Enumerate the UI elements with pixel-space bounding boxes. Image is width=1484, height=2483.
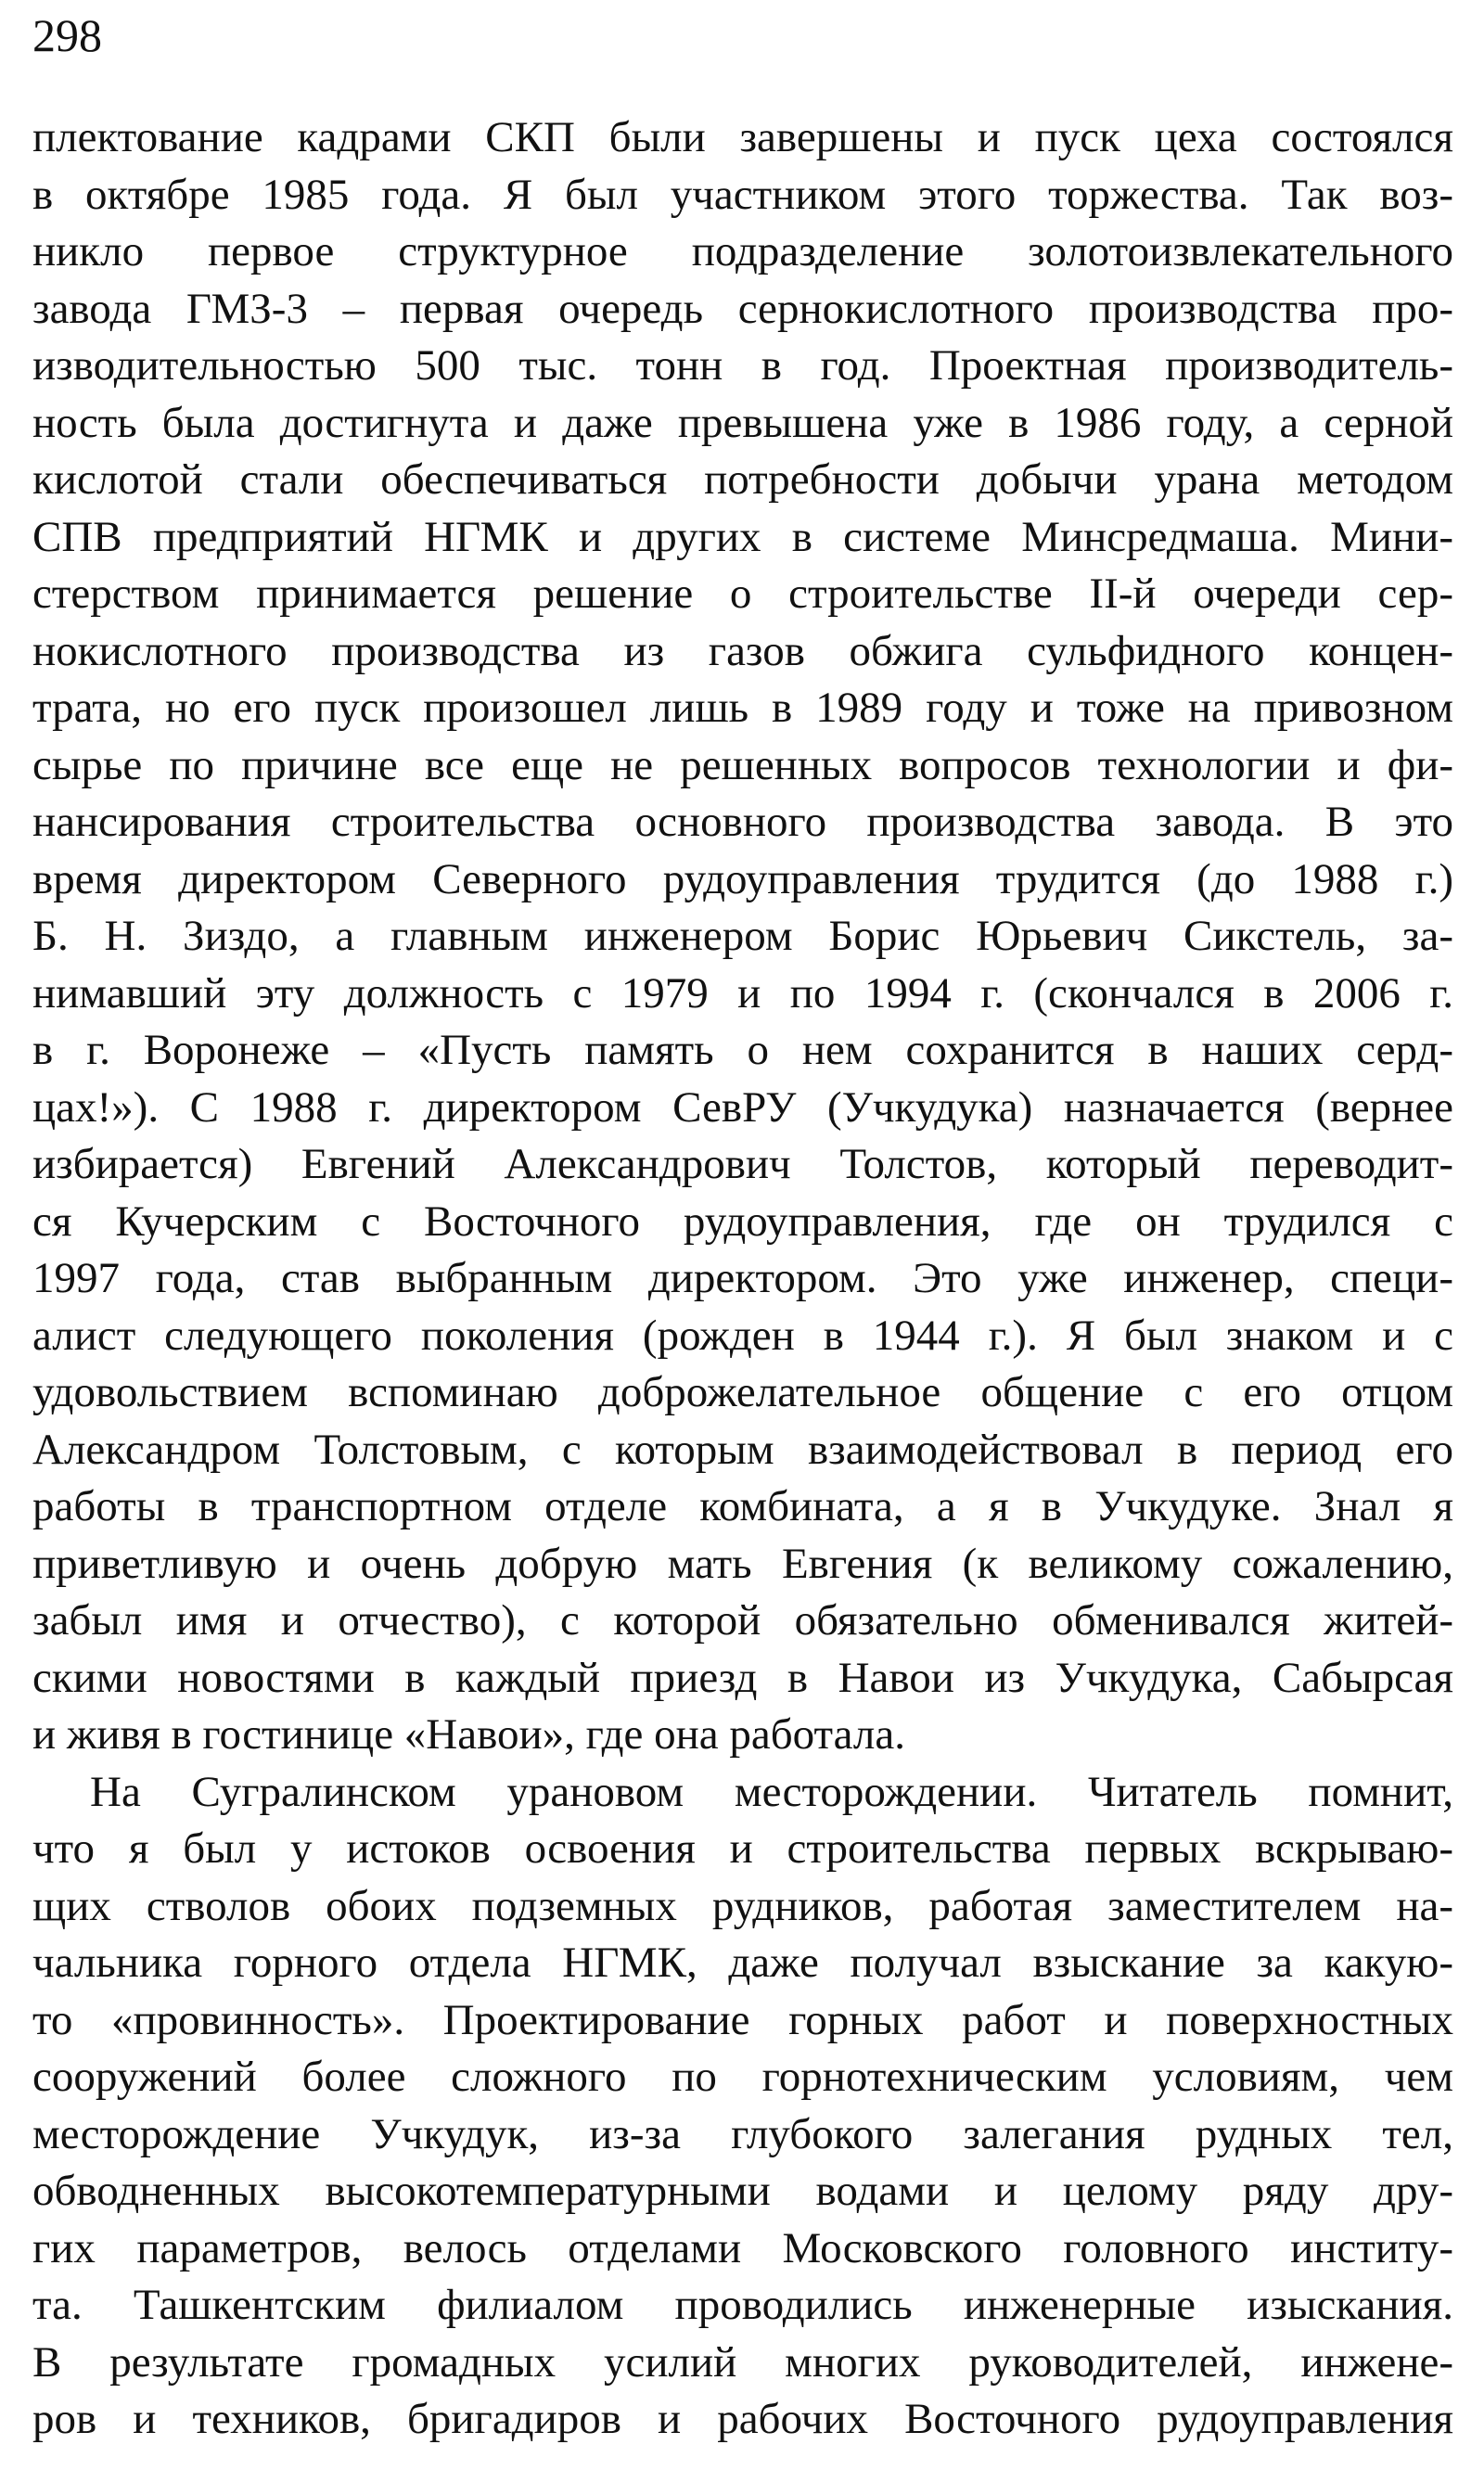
- text-line: В результате громадных усилий многих руководителей, инжене-: [32, 2337, 1453, 2387]
- text-line: цах!»). С 1988 г. директором СевРУ (Учкудука) назначается (вернее: [32, 1082, 1453, 1132]
- text-line: Б. Н. Зиздо, а главным инженером Борис Юрьевич Сикстель, за-: [32, 912, 1453, 960]
- text-line: и живя в гостинице «Навои», где она работала.: [32, 1710, 905, 1759]
- text-line: никло первое структурное подразделение золотоизвлекательного: [32, 227, 1453, 275]
- page-number: 298: [32, 9, 102, 61]
- text-line: забыл имя и отчество), с которой обязательно обменивался житей-: [32, 1596, 1453, 1645]
- text-line: избирается) Евгений Александрович Толстов, который переводит-: [32, 1140, 1453, 1188]
- text-line: сооружений более сложного по горнотехническим условиям, чем: [32, 2053, 1453, 2101]
- text-line: работы в транспортном отделе комбината, а я в Учкудуке. Знал я: [32, 1482, 1453, 1530]
- text-line: гих параметров, велось отделами Московского головного институ-: [32, 2223, 1453, 2272]
- text-line: в г. Воронеже – «Пусть память о нем сохранится в наших серд-: [32, 1026, 1453, 1074]
- text-line: щих стволов обоих подземных рудников, работая заместителем на-: [32, 1881, 1453, 1930]
- text-line: трата, но его пуск произошел лишь в 1989 году и тоже на привозном: [32, 684, 1453, 732]
- text-line: приветливую и очень добрую мать Евгения (к великому сожалению,: [32, 1539, 1453, 1588]
- text-line: чальника горного отдела НГМК, даже получал взыскание за какую-: [32, 1939, 1453, 1987]
- text-line: время директором Северного рудоуправления трудится (до 1988 г.): [32, 854, 1453, 903]
- text-line: нимавший эту должность с 1979 и по 1994 г. (скончался в 2006 г.: [32, 968, 1453, 1018]
- text-line: сырье по причине все еще не решенных вопросов технологии и фи-: [32, 740, 1453, 789]
- text-line: плектование кадрами СКП были завершены и пуск цеха состоялся: [32, 113, 1453, 161]
- text-line: месторождение Учкудук, из-за глубокого залегания рудных тел,: [32, 2109, 1453, 2158]
- text-line: алист следующего поколения (рожден в 1944 г.). Я был знаком и с: [32, 1311, 1453, 1360]
- text-line: та. Ташкентским филиалом проводились инженерные изыскания.: [32, 2281, 1453, 2329]
- text-line: обводненных высокотемпературными водами и целому ряду дру-: [32, 2167, 1453, 2215]
- text-line: в октябре 1985 года. Я был участником этого торжества. Так воз-: [32, 170, 1453, 219]
- text-line: то «провинность». Проектирование горных работ и поверхностных: [32, 1995, 1453, 2044]
- text-line: что я был у истоков освоения и строительства первых вскрываю-: [32, 1824, 1453, 1873]
- text-line: стерством принимается решение о строительстве II-й очереди сер-: [32, 570, 1453, 618]
- paragraph-first-line: На Сугралинском урановом месторождении. Читатель помнит,: [90, 1767, 1453, 1816]
- text-line: удовольствием вспоминаю доброжелательное общение с его отцом: [32, 1368, 1453, 1416]
- text-line: 1997 года, став выбранным директором. Это уже инженер, специ-: [32, 1254, 1453, 1302]
- body-text: [32, 109, 1453, 2449]
- text-line: изводительностью 500 тыс. тонн в год. Проектная производитель-: [32, 341, 1453, 390]
- text-line: ность была достигнута и даже превышена уже в 1986 году, а серной: [32, 398, 1453, 447]
- text-line: ров и техников, бригадиров и рабочих Восточного рудоуправления: [32, 2395, 1453, 2443]
- text-line: ся Кучерским с Восточного рудоуправления, где он трудился с: [32, 1197, 1453, 1246]
- text-line: Александром Толстовым, с которым взаимодействовал в период его: [32, 1425, 1453, 1474]
- text-line: нокислотного производства из газов обжига сульфидного концен-: [32, 626, 1453, 675]
- text-line: кислотой стали обеспечиваться потребности добычи урана методом: [32, 455, 1453, 504]
- text-line: завода ГМЗ-3 – первая очередь сернокислотного производства про-: [32, 284, 1453, 333]
- text-line: нансирования строительства основного производства завода. В это: [32, 798, 1453, 846]
- text-line: СПВ предприятий НГМК и других в системе Минсредмаша. Мини-: [32, 512, 1453, 561]
- text-line: скими новостями в каждый приезд в Навои из Учкудука, Сабырсая: [32, 1653, 1453, 1702]
